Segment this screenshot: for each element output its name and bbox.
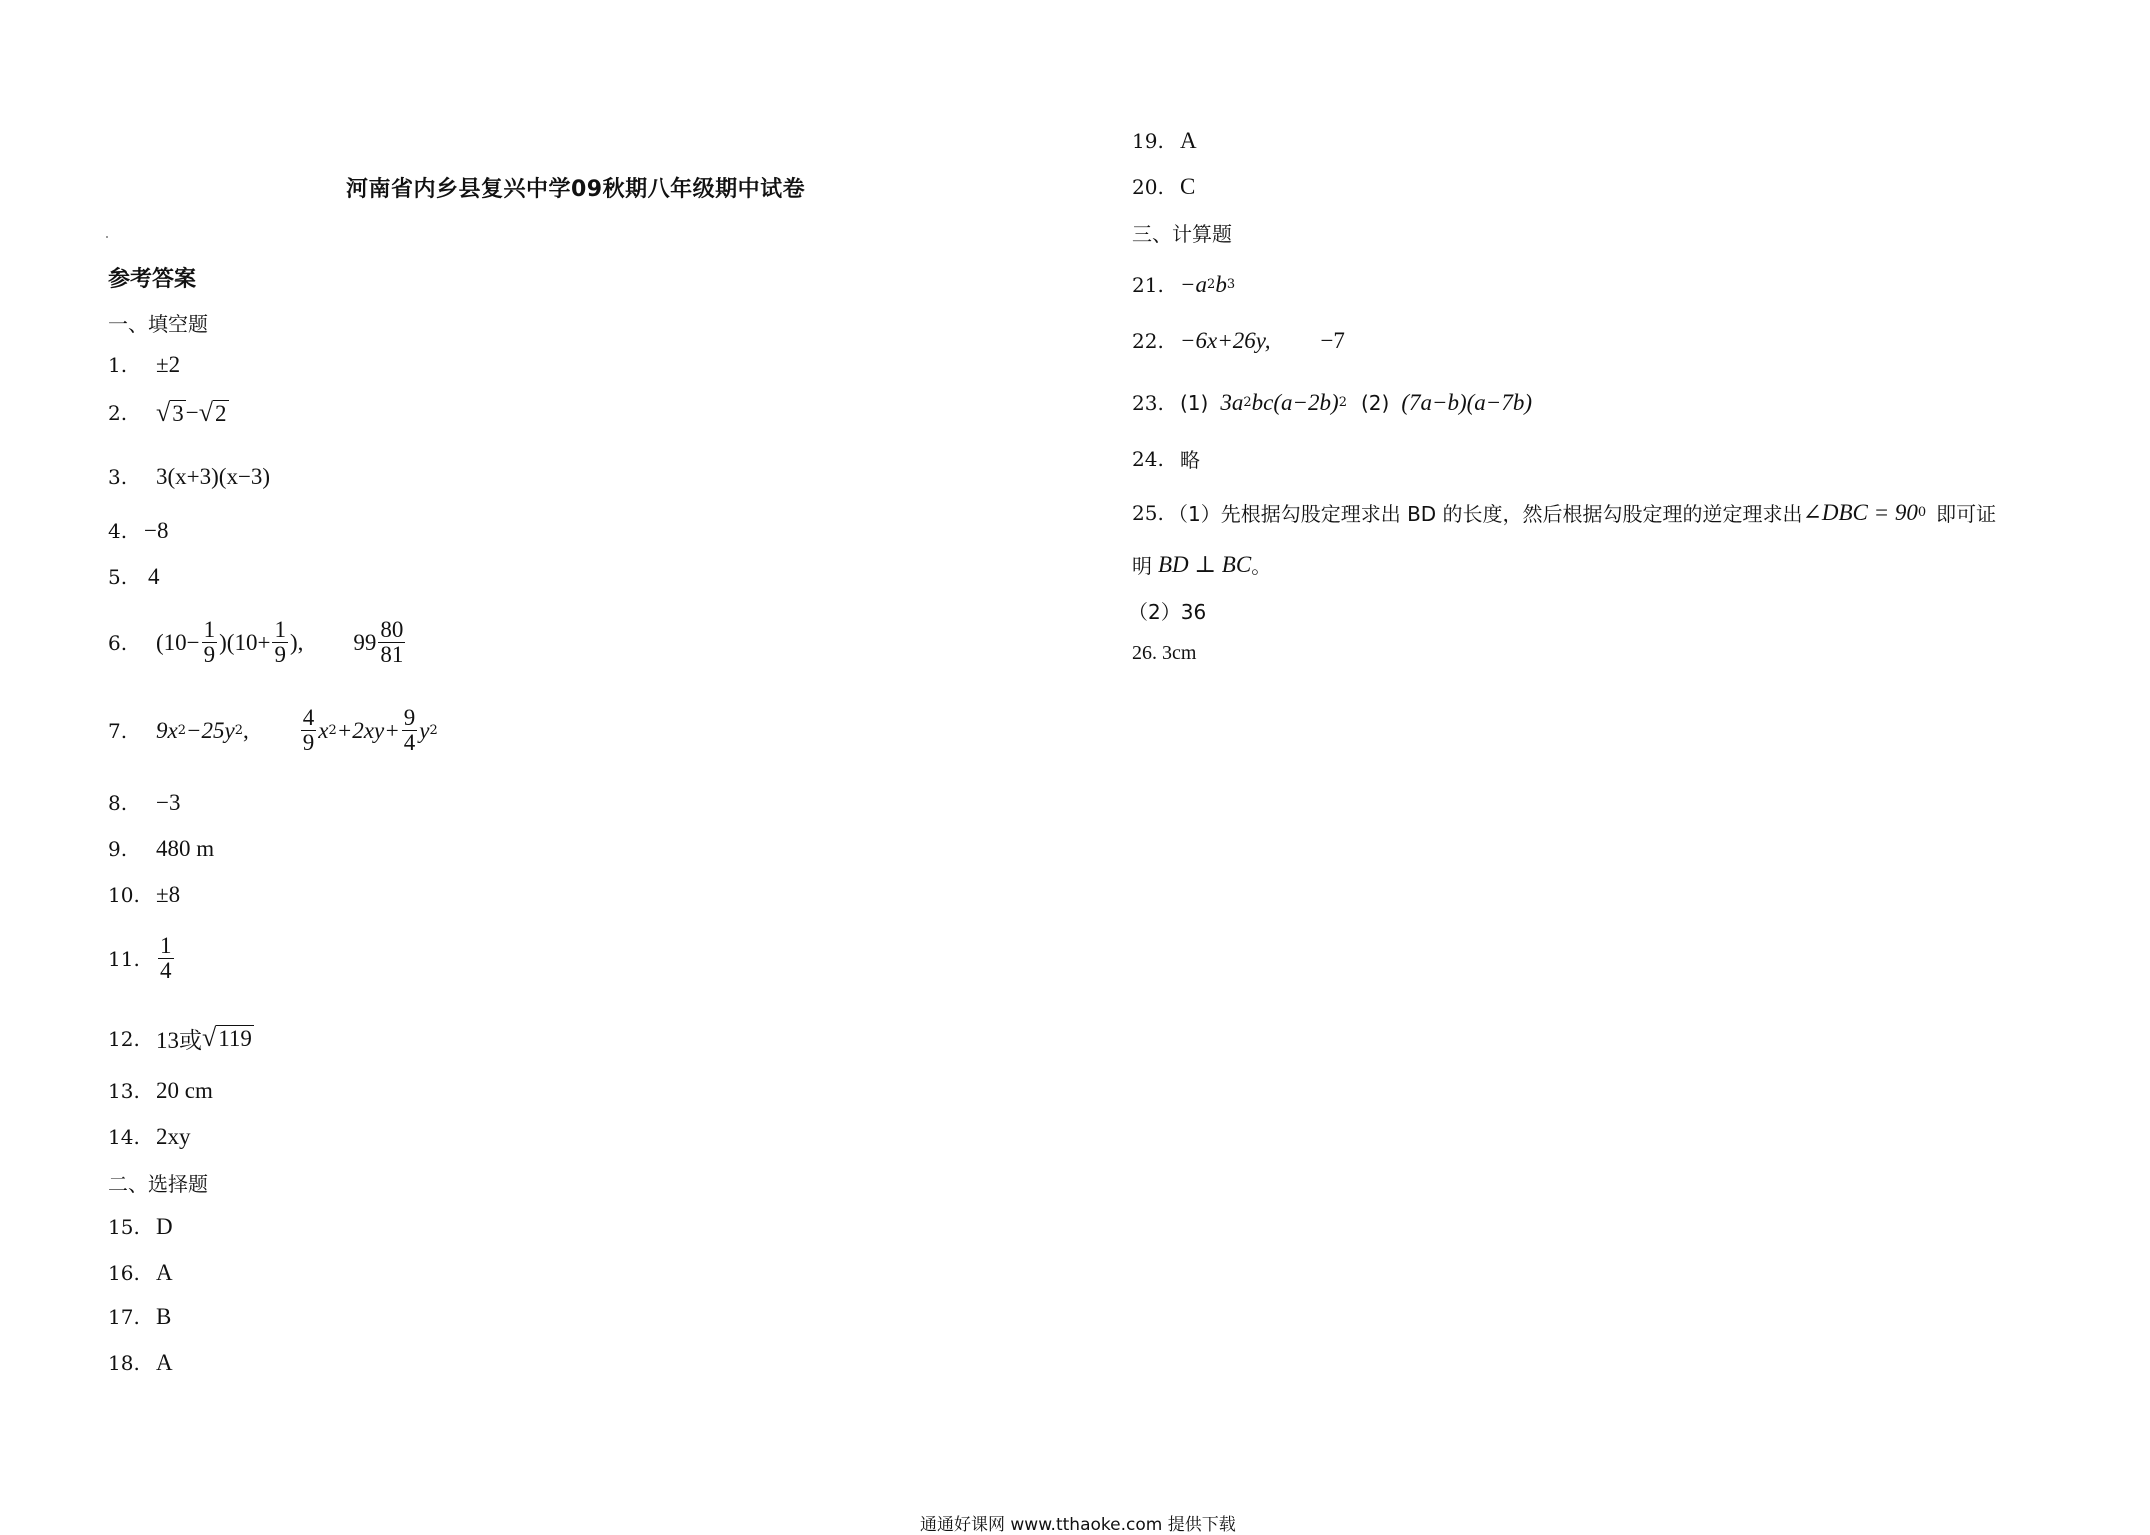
answer-22 xyxy=(1132,328,1345,354)
footer-source: 通通好课网 www.tthaoke.com 提供下载 xyxy=(920,1515,1236,1535)
answer-value: −3 xyxy=(156,790,181,815)
section-choice: 二、选择题 xyxy=(108,1172,208,1196)
answer-25-line2 xyxy=(1132,550,1271,579)
answer-text: 即可证 xyxy=(1936,502,1997,526)
item-number: 15. xyxy=(108,1215,140,1239)
expr-part: +2xy+ xyxy=(336,717,400,743)
item-number: 12. xyxy=(108,1026,140,1051)
expr-part: 13或 xyxy=(156,1028,202,1053)
answer-9 xyxy=(108,836,214,862)
answer-1 xyxy=(108,352,180,378)
expr-part: BD ⊥ BC xyxy=(1158,551,1252,577)
answer-2 xyxy=(108,400,229,426)
answer-value: A xyxy=(1180,128,1197,153)
expr-part: y xyxy=(419,717,430,743)
answer-value: B xyxy=(156,1304,172,1329)
item-number: 21. xyxy=(1132,273,1164,297)
item-number: 1. xyxy=(108,353,128,377)
answer-value: 3(x+3)(x−3) xyxy=(156,464,271,489)
sqrt-term: √ 119 xyxy=(202,1023,252,1053)
answer-20 xyxy=(1132,174,1195,200)
sub-label: (1) xyxy=(1180,391,1209,415)
expr-part: (10− xyxy=(156,629,200,655)
item-number: 20. xyxy=(1132,175,1164,199)
minus-sign: − xyxy=(185,400,199,426)
fraction: $\frac{80}{81}$ xyxy=(380,617,404,668)
item-number: 2. xyxy=(108,401,128,426)
item-number: 4. xyxy=(108,519,128,543)
answer-text: 明 xyxy=(1132,554,1152,578)
answer-value: 480 m xyxy=(156,836,215,861)
item-number: 5. xyxy=(108,565,128,589)
answer-value: ±2 xyxy=(156,352,181,377)
expr-part: , xyxy=(243,717,249,743)
answer-25: 25. （1）先根据勾股定理求出 BD 的长度，然后根据勾股定理的逆定理求出 ∠DBC = 90 0 即可证 xyxy=(1132,499,1997,526)
answer-value: D xyxy=(156,1214,173,1239)
expr-part: ∠DBC = 90 xyxy=(1802,499,1918,525)
answer-4 xyxy=(108,518,168,544)
expr-part: b xyxy=(1215,272,1227,297)
answer-25-part2: （2）36 xyxy=(1128,600,1207,624)
item-number: 16. xyxy=(108,1261,140,1285)
fraction: $\frac{1}{4}$ xyxy=(160,933,172,984)
answer-19 xyxy=(1132,128,1197,154)
fraction: $\frac{1}{9}$ xyxy=(203,617,216,668)
item-number: 25. xyxy=(1132,500,1164,525)
expr-part: −a xyxy=(1180,272,1208,297)
item-number: 13. xyxy=(108,1079,140,1103)
answer-text: 。 xyxy=(1251,554,1272,578)
section-calculation: 三、计算题 xyxy=(1132,222,1232,246)
expr-part: 3a xyxy=(1220,390,1244,415)
expr-part: 9x xyxy=(156,717,178,743)
item-number: 8. xyxy=(108,791,128,815)
answer-11 xyxy=(108,934,176,983)
item-number: 14. xyxy=(108,1125,140,1149)
item-number: 11. xyxy=(108,946,140,971)
answer-value: 2xy xyxy=(156,1124,191,1149)
item-number: 9. xyxy=(108,837,128,861)
item-number: 22. xyxy=(1132,329,1164,353)
answer-26: 26. 3cm xyxy=(1132,642,1197,664)
answer-value: C xyxy=(1180,174,1196,199)
answer-12 xyxy=(108,1022,254,1055)
item-number: 24. xyxy=(1132,446,1164,471)
answer-3 xyxy=(108,464,270,490)
answer-value: 4 xyxy=(148,564,160,589)
answer-21: 21. −a 2 b 3 xyxy=(1132,272,1236,297)
answer-5 xyxy=(108,564,160,590)
answer-value: ±8 xyxy=(156,882,181,907)
item-number: 23. xyxy=(1132,391,1164,415)
item-number: 18. xyxy=(108,1351,140,1375)
answer-24 xyxy=(1132,444,1200,473)
expr-part: bc(a−2b) xyxy=(1251,390,1339,415)
expr-part: ), xyxy=(289,629,304,655)
answer-23: 23. (1) 3a 2 bc(a−2b) 2 (2) (7a−b)(a−7b) xyxy=(1132,390,1532,415)
expr-part: x xyxy=(318,717,329,743)
item-number: 19. xyxy=(1132,129,1164,153)
answer-value: −8 xyxy=(144,518,169,543)
sub-label: (2) xyxy=(1360,391,1390,415)
answer-10 xyxy=(108,882,180,908)
answer-value: 20 cm xyxy=(156,1078,213,1103)
answer-heading: 参考答案 xyxy=(108,267,197,292)
fraction: $\frac{1}{9}$ xyxy=(274,617,286,668)
answer-value: A xyxy=(156,1350,173,1375)
answer-16 xyxy=(108,1260,173,1286)
expr-part: −25y xyxy=(186,717,235,743)
stray-dot xyxy=(106,236,108,238)
expr-part: )(10+ xyxy=(219,629,271,655)
section-fill-in: 一、填空题 xyxy=(108,312,208,336)
sqrt-term: √ 3 xyxy=(156,398,184,427)
mixed-number-whole: 99 xyxy=(353,629,377,655)
fraction: $\frac{9}{4}$ xyxy=(403,705,416,756)
expr-part: (7a−b)(a−7b) xyxy=(1401,390,1532,415)
page-title: 河南省内乡县复兴中学09秋期八年级期中试卷 xyxy=(346,177,806,202)
answer-18 xyxy=(108,1350,173,1376)
expr-part: −6x+26y, xyxy=(1180,328,1271,353)
item-number: 6. xyxy=(108,630,128,655)
item-number: 3. xyxy=(108,465,128,489)
item-number: 17. xyxy=(108,1305,140,1329)
answer-7: 7. 9x 2 −25y 2 , $\frac{4}{9}$ x 2 +2xy+ $\frac{9}{4}$ y 2 xyxy=(108,705,438,756)
answer-value: A xyxy=(156,1260,173,1285)
sqrt-term: √ 2 xyxy=(198,398,227,427)
answer-13 xyxy=(108,1078,213,1104)
item-number: 10. xyxy=(108,883,140,907)
answer-14 xyxy=(108,1124,191,1150)
fraction: $\frac{4}{9}$ xyxy=(302,705,315,756)
answer-17 xyxy=(108,1304,171,1330)
answer-8 xyxy=(108,790,180,816)
expr-part: −7 xyxy=(1320,328,1345,353)
answer-15 xyxy=(108,1214,173,1240)
answer-value: 略 xyxy=(1180,448,1200,472)
item-number: 7. xyxy=(108,718,128,743)
answer-6 xyxy=(108,618,407,667)
answer-text: （1）先根据勾股定理求出 BD 的长度，然后根据勾股定理的逆定理求出 xyxy=(1168,502,1803,526)
